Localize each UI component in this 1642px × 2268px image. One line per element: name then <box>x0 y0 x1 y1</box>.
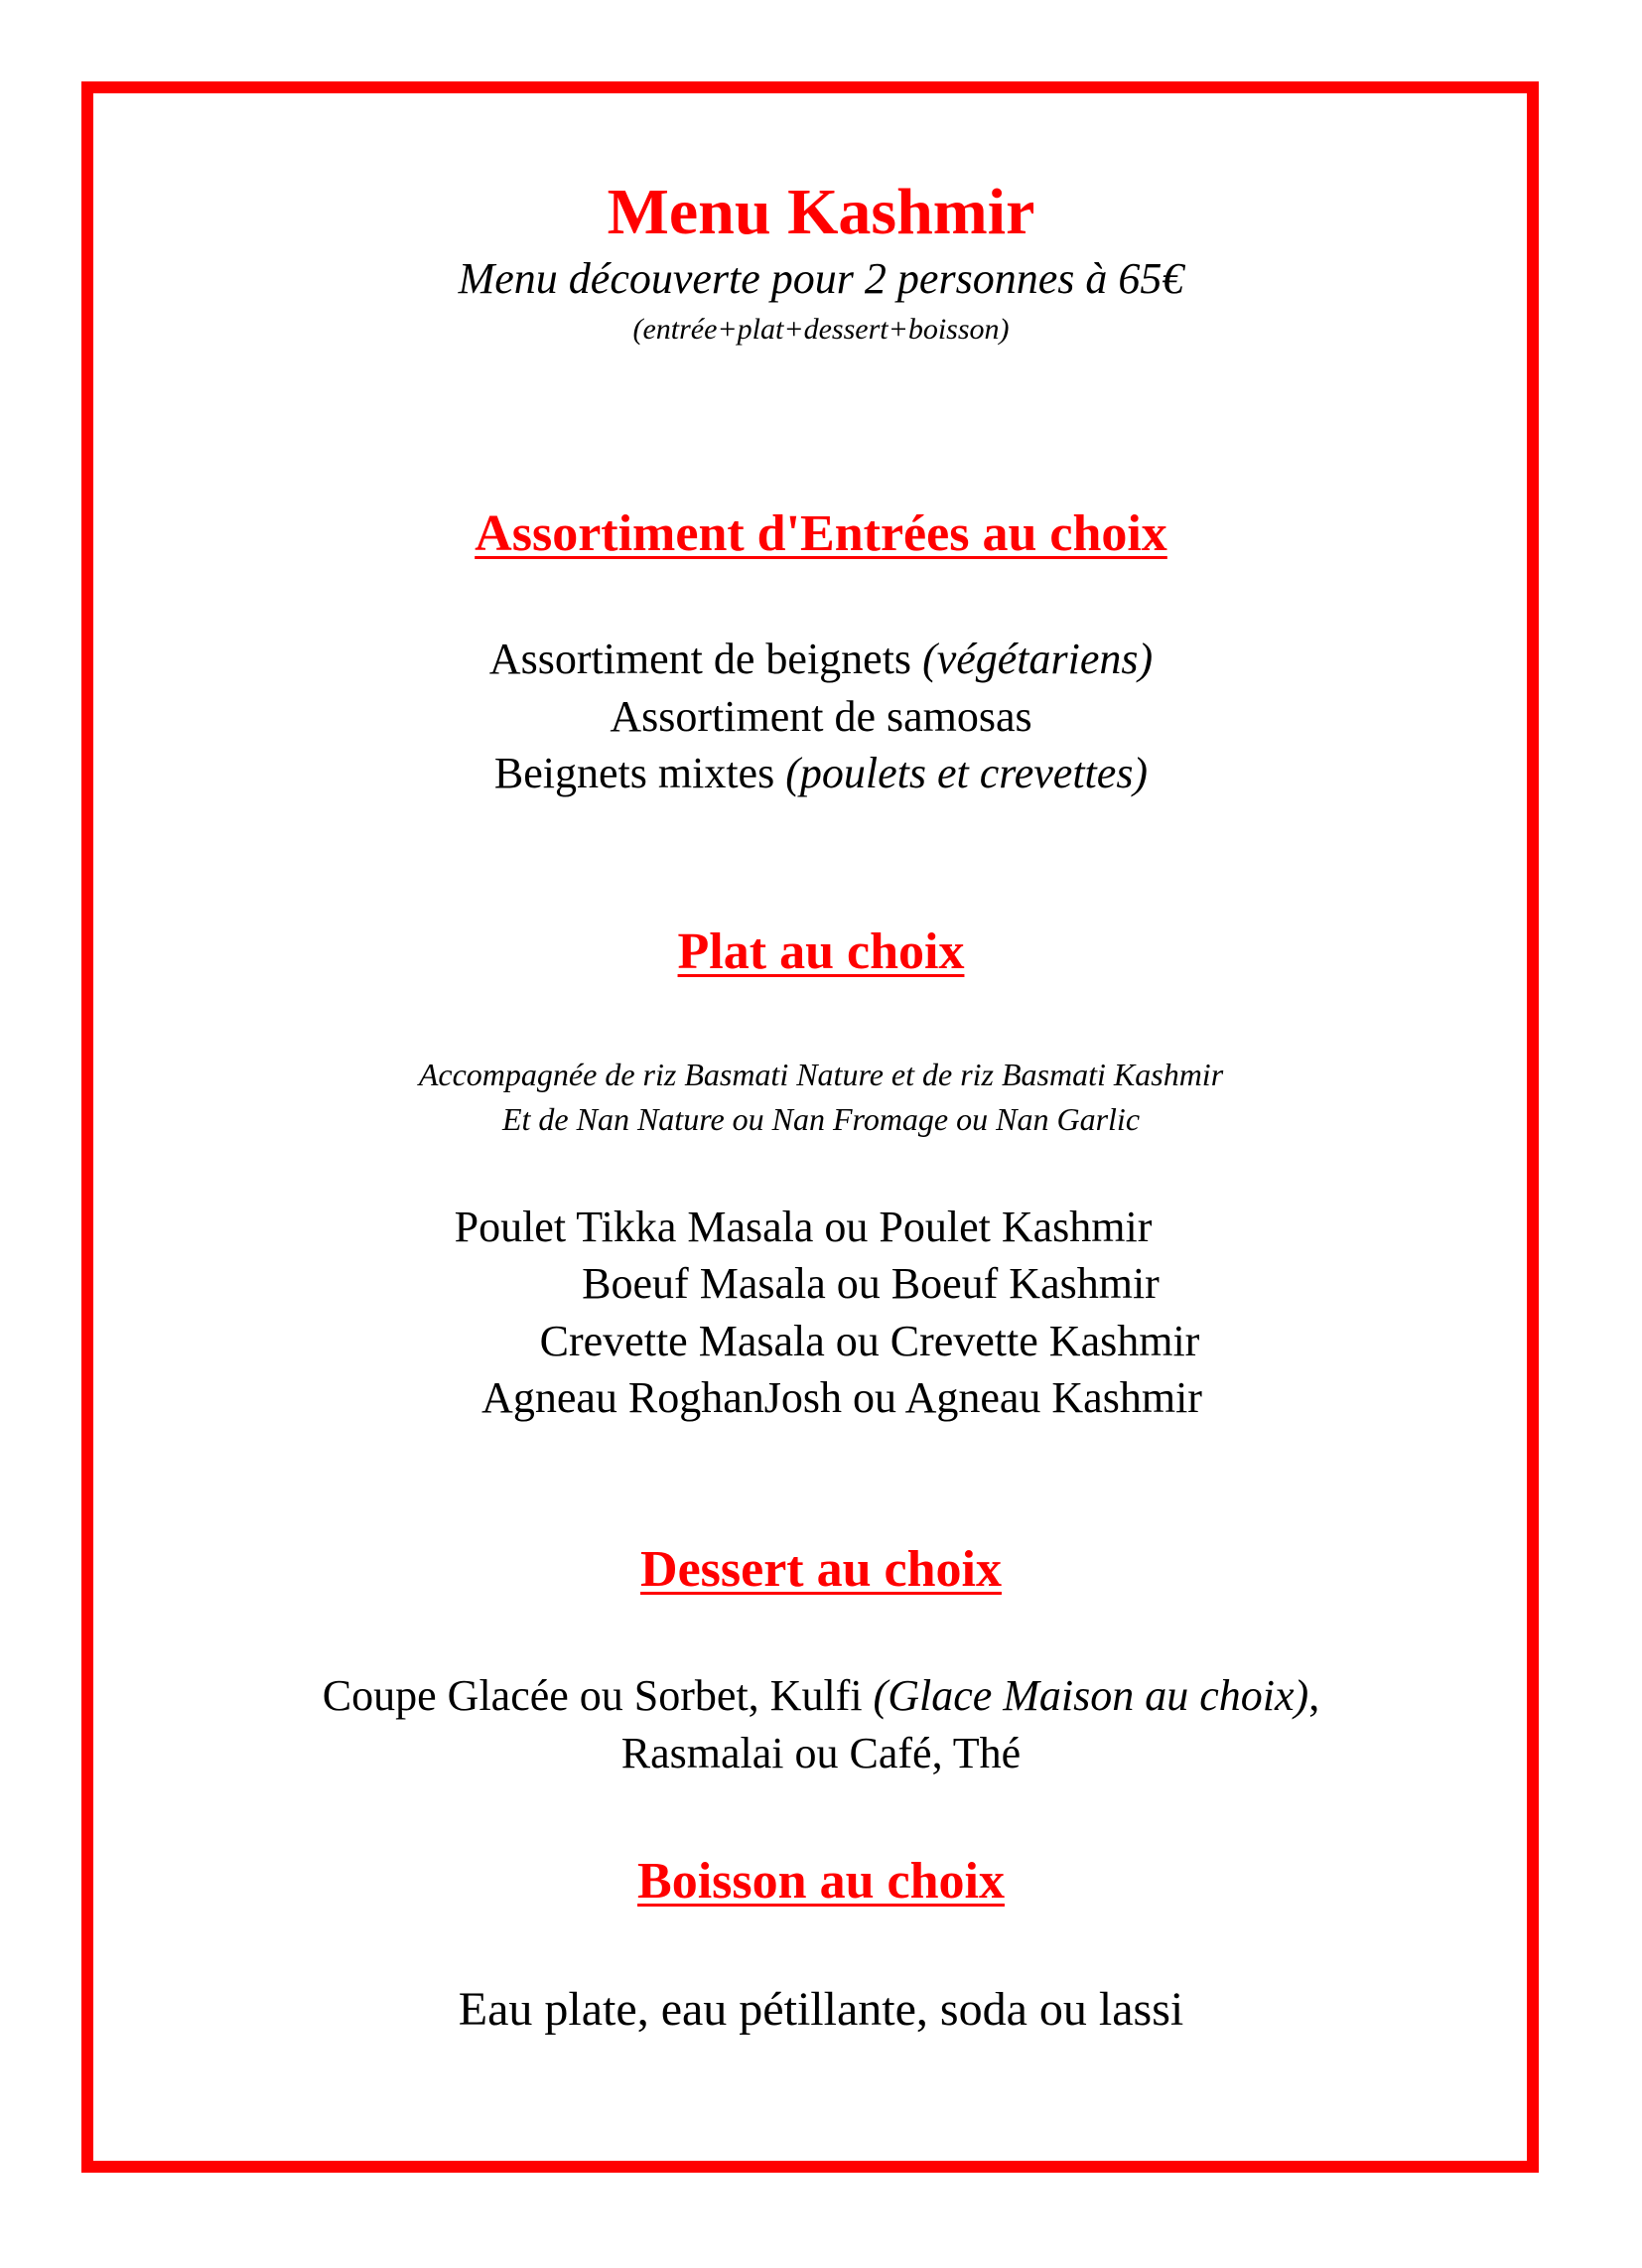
entree-item <box>0 749 1642 797</box>
dessert-line: Rasmalai ou Café, Thé <box>620 1729 1022 1777</box>
entrees-heading: Assortiment d'Entrées au choix <box>475 505 1167 562</box>
plat-item: Agneau RoghanJosh ou Agneau Kashmir <box>481 1373 1202 1422</box>
plat-item: Poulet Tikka Masala ou Poulet Kashmir <box>454 1203 1153 1251</box>
entree-item <box>0 635 1642 683</box>
dessert-line-punct: , <box>1308 1671 1320 1720</box>
entree-item-name: Assortiment de beignets <box>488 635 923 683</box>
plats-note: Accompagnée de riz Basmati Nature et de riz Basmati Kashmir <box>418 1057 1224 1092</box>
plat-item: Crevette Masala ou Crevette Kashmir <box>539 1317 1200 1365</box>
entree-item-name: Beignets mixtes <box>493 749 786 797</box>
desserts-heading: Dessert au choix <box>640 1541 1002 1598</box>
entree-item-name: Assortiment de samosas <box>610 692 1032 741</box>
menu-title: Menu Kashmir <box>607 176 1035 248</box>
plats-heading: Plat au choix <box>677 923 965 980</box>
menu-subtitle: Menu découverte pour 2 personnes à 65€ <box>458 254 1184 303</box>
menu-subnote: (entrée+plat+dessert+boisson) <box>632 313 1010 346</box>
plats-note: Et de Nan Nature ou Nan Fromage ou Nan Garlic <box>501 1101 1141 1137</box>
dessert-line-text: Coupe Glacée ou Sorbet, Kulfi <box>322 1671 874 1720</box>
dessert-line-detail: (Glace Maison au choix) <box>873 1671 1309 1720</box>
boissons-items: Eau plate, eau pétillante, soda ou lassi <box>458 1983 1184 2036</box>
entree-item-detail: (poulets et crevettes) <box>785 749 1149 797</box>
entree-item <box>0 692 1642 741</box>
boissons-heading: Boisson au choix <box>637 1853 1005 1910</box>
dessert-line <box>0 1671 1642 1720</box>
plat-item: Boeuf Masala ou Boeuf Kashmir <box>582 1259 1160 1308</box>
entree-item-detail: (végétariens) <box>922 635 1154 683</box>
